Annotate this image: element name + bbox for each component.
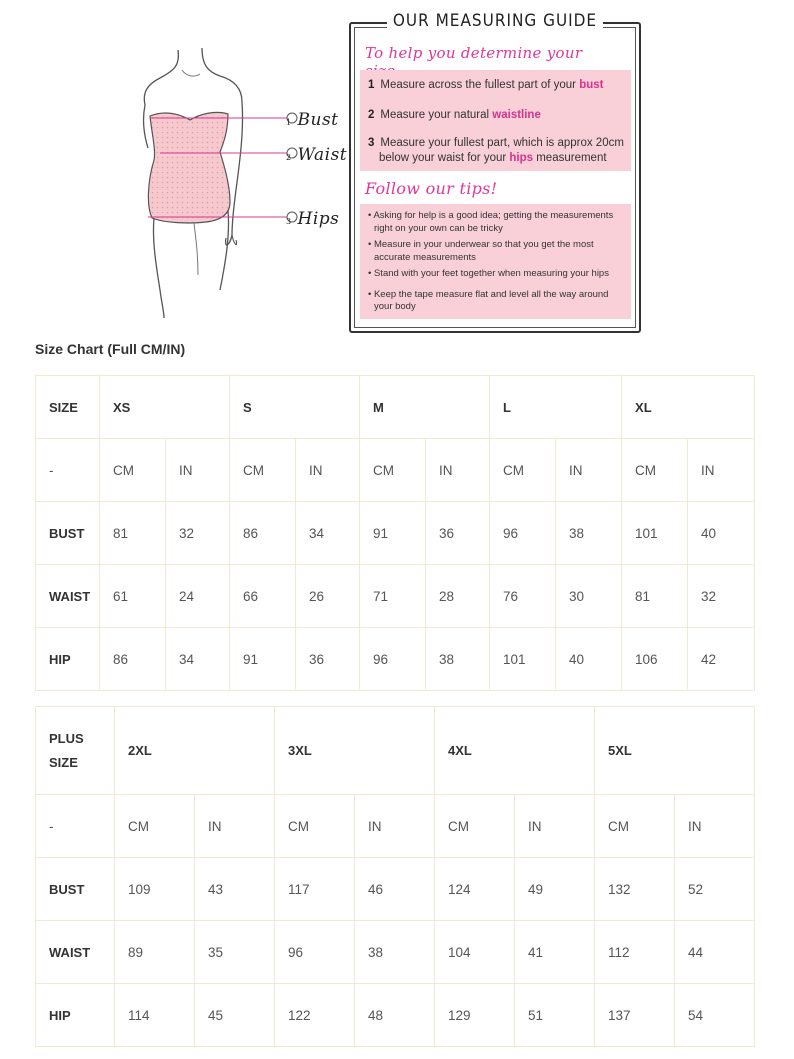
step-text: Measure across the fullest part of your: [380, 79, 580, 91]
table-cell: 114: [115, 984, 195, 1047]
table-cell: 81: [100, 502, 166, 565]
row-label: WAIST: [36, 565, 100, 628]
table-cell: 46: [355, 858, 435, 921]
step-highlight: waistline: [492, 109, 541, 121]
waist-label-number: 2: [286, 153, 292, 162]
table-cell: 32: [166, 502, 230, 565]
table-cell: 36: [296, 628, 360, 691]
row-label: BUST: [36, 502, 100, 565]
tip-line: right on your own can be tricky: [374, 222, 503, 234]
table-cell: 91: [360, 502, 426, 565]
unit-cm: CM: [595, 795, 675, 858]
unit-cm: CM: [622, 439, 688, 502]
step-bust: [368, 78, 625, 93]
table-cell: 137: [595, 984, 675, 1047]
unit-cm: CM: [230, 439, 296, 502]
tips-box: [360, 204, 631, 319]
size-header-label: SIZE: [36, 376, 100, 439]
unit-cm: CM: [100, 439, 166, 502]
hips-label-text: Hips: [297, 209, 340, 229]
table-row: [36, 565, 755, 628]
tip-line: accurate measurements: [374, 251, 476, 263]
plus-size-table: [35, 706, 755, 1047]
tip-item: [368, 210, 625, 235]
unit-in: IN: [166, 439, 230, 502]
table-cell: 51: [515, 984, 595, 1047]
table-cell: 66: [230, 565, 296, 628]
step-text: below your waist for your: [379, 152, 510, 164]
tip-item: [368, 239, 625, 264]
measuring-guide-panel: [349, 11, 641, 333]
table-cell: 129: [435, 984, 515, 1047]
table-cell: 38: [355, 921, 435, 984]
size-5xl: 5XL: [595, 707, 755, 795]
unit-row: [36, 795, 755, 858]
size-header-row: [36, 376, 755, 439]
table-cell: 54: [675, 984, 755, 1047]
table-cell: 34: [166, 628, 230, 691]
table-cell: 41: [515, 921, 595, 984]
table-cell: 96: [275, 921, 355, 984]
table-cell: 36: [426, 502, 490, 565]
row-label: BUST: [36, 858, 115, 921]
plus-label-line: PLUS: [49, 730, 84, 746]
table-cell: 34: [296, 502, 360, 565]
size-l: L: [490, 376, 622, 439]
table-cell: 91: [230, 628, 296, 691]
table-cell: 81: [622, 565, 688, 628]
table-cell: 45: [195, 984, 275, 1047]
table-cell: 35: [195, 921, 275, 984]
step-number: 3: [368, 137, 375, 149]
bust-label-number: 1: [286, 118, 292, 127]
hips-label-number: 3: [286, 217, 292, 226]
tips-title: Follow our tips!: [365, 179, 498, 198]
table-cell: 49: [515, 858, 595, 921]
waist-label-text: Waist: [297, 145, 348, 165]
table-cell: 86: [100, 628, 166, 691]
bust-label-text: Bust: [297, 110, 339, 130]
waist-label: [286, 145, 347, 165]
row-label: WAIST: [36, 921, 115, 984]
table-cell: 44: [675, 921, 755, 984]
size-xs: XS: [100, 376, 230, 439]
table-row: [36, 984, 755, 1047]
measuring-guide-title: [351, 11, 639, 31]
tip-line: • Asking for help is a good idea; getting the measurements: [368, 210, 614, 221]
table-cell: 42: [688, 628, 755, 691]
step-highlight: bust: [579, 79, 604, 91]
unit-row: [36, 439, 755, 502]
step-text: Measure your natural: [380, 109, 493, 121]
table-cell: 104: [435, 921, 515, 984]
unit-row-label: -: [36, 439, 100, 502]
unit-in: IN: [688, 439, 755, 502]
size-2xl: 2XL: [115, 707, 275, 795]
standard-size-table: [35, 375, 755, 691]
table-cell: 122: [275, 984, 355, 1047]
table-row: [36, 628, 755, 691]
table-cell: 101: [490, 628, 556, 691]
measuring-guide-title-text: OUR MEASURING GUIDE: [387, 11, 603, 31]
unit-in: IN: [355, 795, 435, 858]
hips-label: [286, 209, 339, 229]
unit-in: IN: [515, 795, 595, 858]
table-cell: 109: [115, 858, 195, 921]
table-row: [36, 858, 755, 921]
table-cell: 26: [296, 565, 360, 628]
table-cell: 89: [115, 921, 195, 984]
table-row: [36, 921, 755, 984]
table-cell: 106: [622, 628, 688, 691]
plus-size-header-label: [36, 707, 115, 795]
table-cell: 38: [556, 502, 622, 565]
plus-label-line: SIZE: [49, 754, 78, 770]
step-number: 1: [368, 79, 375, 91]
table-cell: 112: [595, 921, 675, 984]
size-3xl: 3XL: [275, 707, 435, 795]
tip-item: [368, 289, 625, 314]
steps-box: [360, 70, 631, 171]
table-cell: 43: [195, 858, 275, 921]
tip-line: • Stand with your feet together when measuring your hips: [368, 268, 609, 279]
table-cell: 38: [426, 628, 490, 691]
row-label: HIP: [36, 628, 100, 691]
step-waist: [368, 108, 625, 123]
table-cell: 24: [166, 565, 230, 628]
unit-cm: CM: [435, 795, 515, 858]
row-label: HIP: [36, 984, 115, 1047]
body-silhouette-illustration: [120, 40, 360, 325]
unit-cm: CM: [490, 439, 556, 502]
table-cell: 40: [556, 628, 622, 691]
step-text: Measure your fullest part, which is approx 20cm: [380, 137, 624, 149]
size-s: S: [230, 376, 360, 439]
body-figure: [120, 40, 360, 325]
table-cell: 132: [595, 858, 675, 921]
table-cell: 86: [230, 502, 296, 565]
tip-item: [368, 268, 625, 281]
size-header-row: [36, 707, 755, 795]
size-xl: XL: [622, 376, 755, 439]
tip-line: • Measure in your underwear so that you get the most: [368, 239, 594, 250]
table-cell: 101: [622, 502, 688, 565]
table-cell: 96: [360, 628, 426, 691]
unit-cm: CM: [275, 795, 355, 858]
tip-line: your body: [374, 301, 416, 312]
unit-cm: CM: [360, 439, 426, 502]
size-4xl: 4XL: [435, 707, 595, 795]
table-cell: 40: [688, 502, 755, 565]
guide-subtitle: To help you determine your: [365, 44, 583, 62]
table-cell: 52: [675, 858, 755, 921]
table-cell: 30: [556, 565, 622, 628]
unit-in: IN: [675, 795, 755, 858]
table-cell: 71: [360, 565, 426, 628]
step-highlight: hips: [509, 152, 534, 164]
step-hips: [368, 136, 625, 166]
table-row: [36, 502, 755, 565]
tips-list: [368, 210, 625, 318]
size-m: M: [360, 376, 490, 439]
unit-in: IN: [296, 439, 360, 502]
unit-in: IN: [195, 795, 275, 858]
unit-cm: CM: [115, 795, 195, 858]
table-cell: 96: [490, 502, 556, 565]
unit-row-label: -: [36, 795, 115, 858]
unit-in: IN: [426, 439, 490, 502]
bust-label: [286, 110, 339, 130]
tip-line: • Keep the tape measure flat and level all the way around: [368, 288, 609, 300]
table-cell: 61: [100, 565, 166, 628]
table-cell: 28: [426, 565, 490, 628]
table-cell: 117: [275, 858, 355, 921]
table-cell: 124: [435, 858, 515, 921]
unit-in: IN: [556, 439, 622, 502]
step-text: measurement: [533, 152, 607, 164]
table-cell: 76: [490, 565, 556, 628]
table-cell: 32: [688, 565, 755, 628]
table-cell: 48: [355, 984, 435, 1047]
size-chart-title: Size Chart (Full CM/IN): [35, 341, 186, 357]
step-number: 2: [368, 109, 375, 121]
